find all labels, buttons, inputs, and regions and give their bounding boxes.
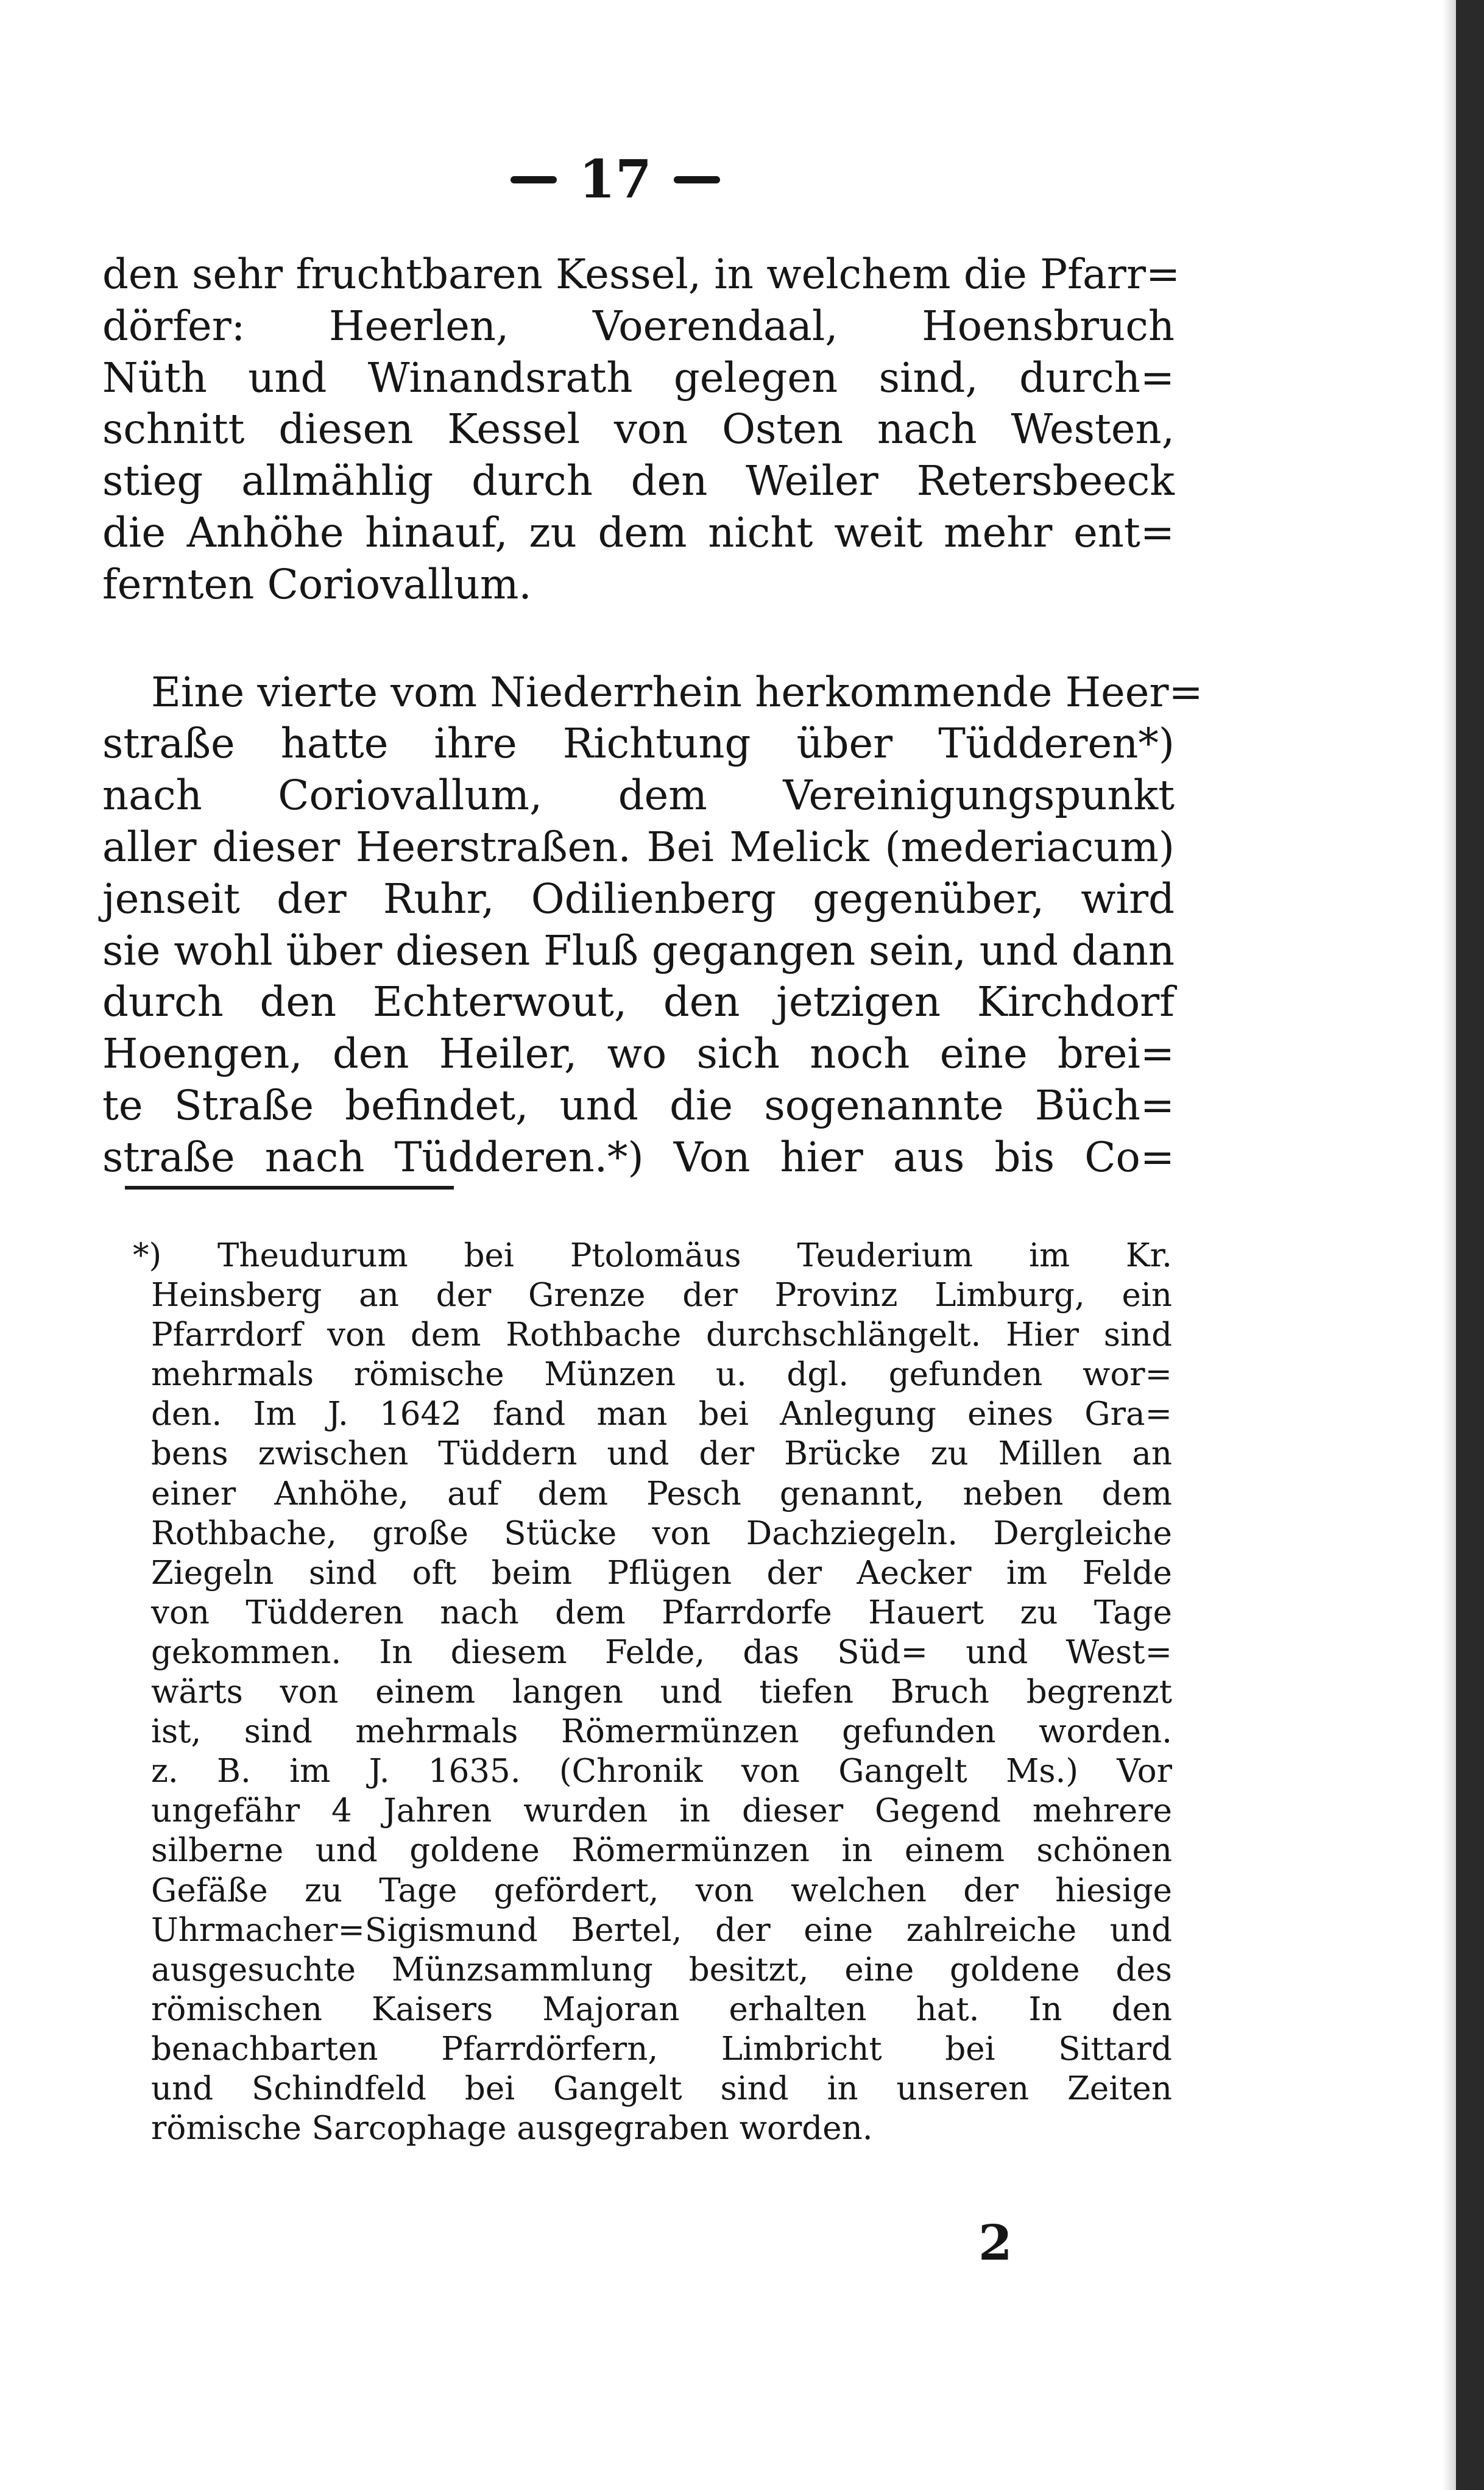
footnote-line: silberne und goldene Römermünzen in einem schönen	[151, 1832, 1172, 1870]
footnote-line: römische Sarcophage ausgegraben worden.	[151, 2110, 873, 2148]
book-binding-edge	[1456, 0, 1484, 2490]
text-line: fernten Coriovallum.	[102, 560, 532, 608]
footnote-line: benachbarten Pfarrdörfern, Limbricht bei Sittard	[151, 2030, 1172, 2068]
header-dash-right	[674, 176, 720, 183]
footnote	[133, 1236, 1172, 2148]
footnote-line: mehrmals römische Münzen u. dgl. gefunden wor=	[151, 1356, 1172, 1394]
text-line: durch den Echterwout, den jetzigen Kirchdorf	[102, 978, 1175, 1026]
text-line: straße nach Tüdderen.*) Von hier aus bis Co=	[102, 1133, 1175, 1181]
text-line: te Straße befindet, und die sogenannte Büch=	[102, 1081, 1175, 1129]
page-header	[487, 146, 743, 213]
text-line: Eine vierte vom Niederrhein herkommende Heer=	[151, 668, 1203, 716]
main-text	[102, 249, 1203, 1183]
text-line: dörfer: Heerlen, Voerendaal, Hoensbruch	[102, 302, 1175, 350]
footnote-line: Heinsberg an der Grenze der Provinz Limburg, ein	[151, 1277, 1172, 1314]
footnote-line: römischen Kaisers Majoran erhalten hat. In den	[151, 1990, 1172, 2028]
signature-mark: 2	[978, 2214, 1012, 2271]
footnote-line: gekommen. In diesem Felde, das Süd= und West=	[151, 1633, 1172, 1671]
footnote-line: bens zwischen Tüddern und der Brücke zu Millen an	[151, 1435, 1172, 1473]
footnote-line: Rothbache, große Stücke von Dachziegeln. Dergleiche	[151, 1514, 1172, 1552]
text-line: den sehr fruchtbaren Kessel, in welchem die Pfarr=	[102, 250, 1181, 298]
footnote-line: Pfarrdorf von dem Rothbache durchschlängelt. Hier sind	[151, 1316, 1172, 1354]
footnote-line: ausgesuchte Münzsammlung besitzt, eine goldene des	[151, 1951, 1172, 1988]
page-edge-shadow	[1443, 0, 1456, 2490]
text-line: jenseit der Ruhr, Odilienberg gegenüber, wird	[102, 874, 1175, 923]
text-line: nach Coriovallum, dem Vereinigungspunkt	[102, 771, 1175, 820]
footnote-line: Ziegeln sind oft beim Pflügen der Aecker im Felde	[151, 1554, 1172, 1592]
footnote-line: z. B. im J. 1635. (Chronik von Gangelt Ms.) Vor	[151, 1753, 1172, 1790]
footnote-line: *) Theudurum bei Ptolomäus Teuderium im Kr.	[133, 1237, 1172, 1274]
footnote-line: und Schindfeld bei Gangelt sind in unseren Zeiten	[151, 2070, 1172, 2107]
text-line: stieg allmählig durch den Weiler Retersbeeck	[102, 457, 1175, 505]
text-line: Nüth und Winandsrath gelegen sind, durch=	[102, 353, 1175, 402]
footnote-line: ist, sind mehrmals Römermünzen gefunden worden.	[151, 1713, 1172, 1751]
footnote-line: von Tüdderen nach dem Pfarrdorfe Hauert zu Tage	[151, 1594, 1172, 1631]
footnote-line: einer Anhöhe, auf dem Pesch genannt, neben dem	[151, 1475, 1172, 1513]
header-dash-left	[511, 176, 557, 183]
paragraph-1	[102, 249, 1181, 611]
paragraph-2	[102, 667, 1203, 1183]
text-line: schnitt diesen Kessel von Osten nach Westen,	[102, 405, 1175, 453]
footnote-line: den. Im J. 1642 fand man bei Anlegung eines Gra=	[151, 1396, 1172, 1433]
footnote-line: wärts von einem langen und tiefen Bruch begrenzt	[151, 1673, 1172, 1711]
text-line: straße hatte ihre Richtung über Tüdderen*)	[102, 720, 1175, 768]
footnote-line: Gefäße zu Tage gefördert, von welchen der hiesige	[151, 1871, 1172, 1909]
text-line: Hoengen, den Heiler, wo sich noch eine brei=	[102, 1030, 1175, 1078]
footnote-separator	[125, 1186, 454, 1190]
footnote-line: Uhrmacher=Sigismund Bertel, der eine zahlreiche und	[151, 1911, 1172, 1949]
text-line: sie wohl über diesen Fluß gegangen sein, und dann	[102, 926, 1175, 974]
paragraph-gap	[102, 611, 1175, 667]
page-number: 17	[579, 149, 652, 210]
footnote-line: ungefähr 4 Jahren wurden in dieser Gegend mehrere	[151, 1792, 1172, 1830]
text-line: die Anhöhe hinauf, zu dem nicht weit mehr ent=	[102, 508, 1175, 556]
text-line: aller dieser Heerstraßen. Bei Melick (mederiacum)	[102, 823, 1175, 871]
